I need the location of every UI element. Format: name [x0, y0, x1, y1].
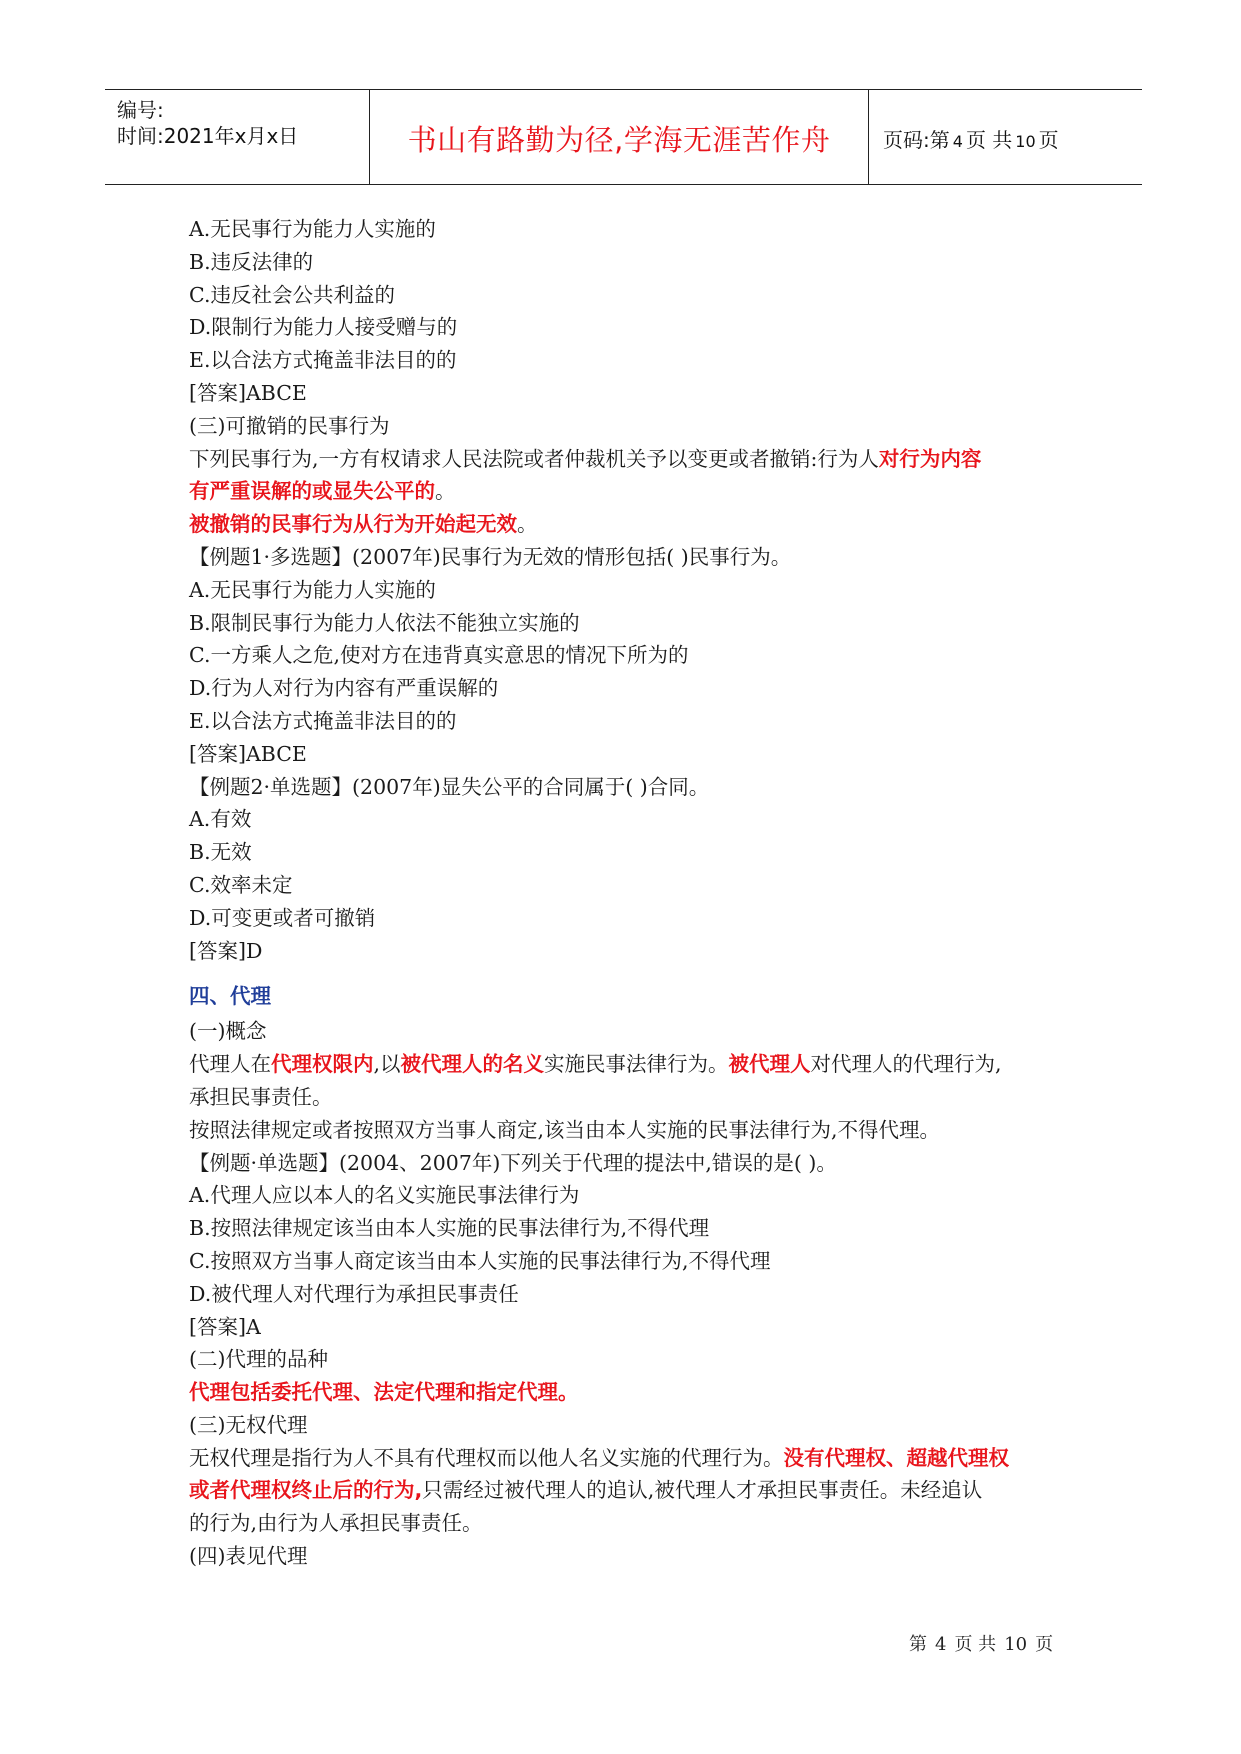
text-run: 无权代理是指行为人不具有代理权而以他人名义实施的代理行为。: [189, 1445, 784, 1470]
header-page-cell: [869, 90, 1142, 184]
subsection-heading: (一)概念: [189, 1019, 267, 1044]
option-line: A.无民事行为能力人实施的: [189, 577, 436, 602]
option-line: B.按照法律规定该当由本人实施的民事法律行为,不得代理: [189, 1216, 710, 1241]
highlight-text: 或者代理权终止后的行为,: [189, 1478, 423, 1503]
highlight-text: 代理权限内: [271, 1052, 374, 1077]
header-page-prefix: 页码:第: [883, 128, 950, 152]
option-line: B.违反法律的: [189, 249, 314, 274]
footer-suffix: 页: [1035, 1634, 1054, 1655]
subsection-heading: (三)可撤销的民事行为: [189, 413, 390, 438]
subsection-heading: (四)表见代理: [189, 1544, 308, 1569]
answer-line: [答案]ABCE: [189, 380, 307, 405]
highlight-line: 代理包括委托代理、法定代理和指定代理。: [189, 1380, 579, 1405]
option-line: A.代理人应以本人的名义实施民事法律行为: [189, 1183, 580, 1208]
paragraph-line: [189, 475, 1069, 508]
document-body: [189, 213, 1069, 1573]
option-line: D.行为人对行为内容有严重误解的: [189, 676, 499, 701]
highlight-text: 有严重误解的或显失公平的: [189, 479, 435, 504]
subsection-heading: (三)无权代理: [189, 1412, 308, 1437]
answer-line: [答案]A: [189, 1314, 261, 1339]
header-page-mid: 页 共: [965, 128, 1013, 152]
text-run: 代理人在: [189, 1052, 271, 1077]
header-page-number: 4: [952, 132, 963, 151]
paragraph-line: [189, 508, 1069, 541]
header-page-suffix: 页: [1038, 128, 1059, 152]
highlight-text: 被代理人: [728, 1052, 811, 1077]
paragraph-line: [189, 443, 1069, 476]
footer-page-total: 10: [1004, 1634, 1028, 1655]
option-line: D.被代理人对代理行为承担民事责任: [189, 1281, 519, 1306]
answer-line: [答案]ABCE: [189, 741, 307, 766]
highlight-text: 被撤销的民事行为从行为开始起无效: [189, 512, 517, 537]
header-motto-cell: [370, 90, 869, 184]
option-line: C.一方乘人之危,使对方在违背真实意思的情况下所为的: [189, 643, 689, 668]
header-motto: 书山有路勤为径,学海无涯苦作舟: [407, 123, 831, 157]
footer-mid: 页 共: [954, 1634, 997, 1655]
page-footer: [905, 1630, 1057, 1656]
paragraph-line: 的行为,由行为人承担民事责任。: [189, 1511, 483, 1536]
option-line: A.无民事行为能力人实施的: [189, 217, 436, 241]
question-line: 【例题1·多选题】(2007年)民事行为无效的情形包括( )民事行为。: [189, 544, 792, 569]
footer-prefix: 第: [909, 1634, 927, 1655]
paragraph-line: 按照法律规定或者按照双方当事人商定,该当由本人实施的民事法律行为,不得代理。: [189, 1117, 941, 1142]
option-line: D.可变更或者可撤销: [189, 905, 376, 930]
header-page-total: 10: [1015, 132, 1036, 151]
answer-line: [答案]D: [189, 938, 263, 963]
document-header: [105, 89, 1142, 185]
option-line: C.效率未定: [189, 872, 293, 897]
text-run: 只需经过被代理人的追认,被代理人才承担民事责任。未经追认: [422, 1478, 983, 1503]
option-line: B.无效: [189, 840, 252, 865]
option-line: E.以合法方式掩盖非法目的的: [189, 348, 457, 373]
text-run: 。: [517, 512, 538, 537]
highlight-text: 被代理人的名义: [400, 1052, 545, 1077]
option-line: C.按照双方当事人商定该当由本人实施的民事法律行为,不得代理: [189, 1248, 771, 1273]
document-number-label: 编号:: [117, 98, 164, 122]
highlight-text: 没有代理权、超越代理权: [783, 1445, 1009, 1470]
text-run: 下列民事行为,一方有权请求人民法院或者仲裁机关予以变更或者撤销:行为人: [189, 446, 879, 471]
text-run: ,以: [373, 1052, 401, 1077]
highlight-text: 对行为内容: [878, 446, 982, 471]
section-heading: 四、代理: [189, 984, 271, 1009]
paragraph-line: 承担民事责任。: [189, 1084, 333, 1109]
header-meta-cell: [105, 90, 370, 184]
footer-page-number: 4: [935, 1634, 947, 1655]
paragraph-line: [189, 1442, 1069, 1475]
option-line: B.限制民事行为能力人依法不能独立实施的: [189, 610, 580, 635]
paragraph-line: [189, 1048, 1069, 1081]
question-line: 【例题·单选题】(2004、2007年)下列关于代理的提法中,错误的是( )。: [189, 1150, 837, 1175]
subsection-heading: (二)代理的品种: [189, 1347, 328, 1372]
document-time-label: 时间:2021年x月x日: [117, 124, 299, 148]
text-run: 。: [435, 479, 456, 504]
paragraph-line: [189, 1474, 1069, 1507]
option-line: A.有效: [189, 807, 252, 832]
option-line: C.违反社会公共利益的: [189, 282, 395, 307]
text-run: 对代理人的代理行为,: [810, 1052, 1002, 1077]
text-run: 实施民事法律行为。: [544, 1052, 729, 1077]
option-line: D.限制行为能力人接受赠与的: [189, 315, 458, 340]
header-page-indicator: [883, 124, 1059, 153]
question-line: 【例题2·单选题】(2007年)显失公平的合同属于( )合同。: [189, 774, 710, 799]
option-line: E.以合法方式掩盖非法目的的: [189, 708, 457, 733]
